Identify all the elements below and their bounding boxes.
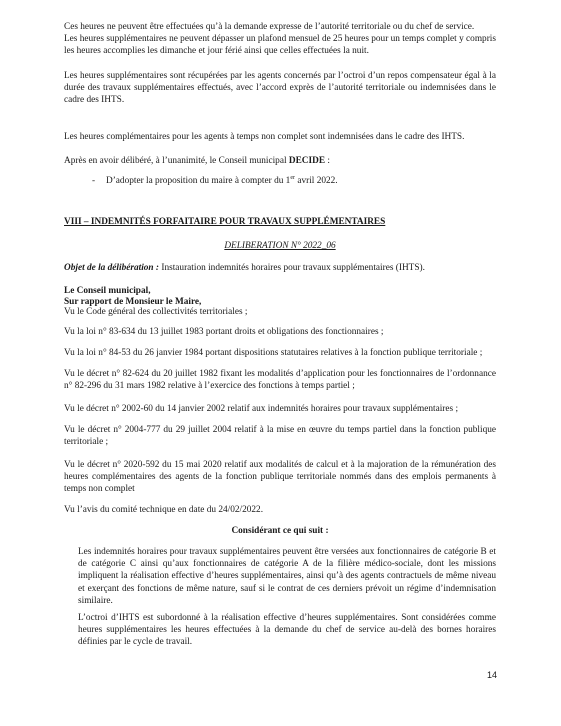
paragraph-demande-expresse: Ces heures ne peuvent être effectuées qu’à la demande expresse de l’autorité territoriale ou du chef de service. — [64, 22, 475, 32]
bullet-dash: - — [92, 176, 96, 186]
bullet-sup: er — [290, 174, 296, 181]
conseil-municipal: Le Conseil municipal, — [64, 286, 151, 296]
decide-suffix: : — [325, 156, 330, 166]
vu-decret-82-624: Vu le décret n° 82-624 du 20 juillet 1982 fixant les modalités d’application pour les fonctionnaires de l’ordonnance n° 82-296 du 31 mars 1982 relative à l’exercice des fonctions à temps partiel ; — [64, 369, 496, 392]
section-heading: VIII – INDEMNITÉS FORFAITAIRE POUR TRAVAUX SUPPLÉMENTAIRES — [64, 217, 386, 227]
objet-text: Instauration indemnités horaires pour travaux supplémentaires (IHTS). — [159, 263, 425, 273]
decide-prefix: Après en avoir délibéré, à l’unanimité, le Conseil municipal — [64, 156, 289, 166]
considerant-paragraph-2: L’octroi d’IHTS est subordonné à la réalisation effective d’heures supplémentaires. Sont considérées comme heures supplémentaires les heures effectuées à la demande du chef de service au-delà des bornes horaires définies par le cycle de travail. — [78, 613, 496, 648]
bullet-item-adopter — [106, 175, 486, 187]
paragraph-recuperation: Les heures supplémentaires sont récupérées par les agents concernés par l’octroi d’un repos compensateur égal à la durée des travaux supplémentaires effectués, avec l’accord exprès de l’autorité territoriale ou indemnisées dans le cadre des IHTS. — [64, 71, 496, 106]
vu-decret-2020-592: Vu le décret n° 2020-592 du 15 mai 2020 relatif aux modalités de calcul et à la majoration de la rémunération des heures complémentaires des agents de la fonction publique territoriale nommés dans des emplois permanents à temps non complet — [64, 460, 496, 495]
decide-keyword: DECIDE — [288, 156, 326, 166]
sur-rapport: Sur rapport de Monsieur le Maire, — [64, 297, 202, 307]
considerant-paragraph-1: Les indemnités horaires pour travaux supplémentaires peuvent être versées aux fonctionnaires de catégorie B et de catégorie C ainsi qu’aux fonctionnaires de catégorie A de la filière médico-sociale, dont les missions impliquent la réalisation effective d’heures supplémentaires, ainsi qu’à des agents contractuels de même niveau et exerçant des fonctions de même nature, sauf si le contrat de ces derniers prévoit un régime d’indemnisation similaire. — [78, 547, 496, 606]
considerant-heading: Considérant ce qui suit : — [231, 526, 329, 536]
page-number: 14 — [487, 670, 498, 680]
paragraph-plafond-mensuel: Les heures supplémentaires ne peuvent dépasser un plafond mensuel de 25 heures pour un temps complet y compris les heures accomplies les dimanche et jour férié ainsi que celles effectuées la nuit. — [64, 34, 496, 57]
vu-decret-2002-60: Vu le décret n° 2002-60 du 14 janvier 2002 relatif aux indemnités horaires pour travaux supplémentaires ; — [64, 404, 459, 414]
objet-paragraph — [64, 262, 496, 274]
vu-loi-84-53: Vu la loi n° 84-53 du 26 janvier 1984 portant dispositions statutaires relatives à la fonction publique territoriale ; — [64, 348, 483, 358]
paragraph-decide — [64, 155, 496, 167]
bullet-text: D’adopter la proposition du maire à compter du 1 — [106, 176, 291, 186]
paragraph-heures-complementaires: Les heures complémentaires pour les agents à temps non complet sont indemnisées dans le cadre des IHTS. — [64, 132, 465, 142]
vu-loi-83-634: Vu la loi n° 83-634 du 13 juillet 1983 portant droits et obligations des fonctionnaires ; — [64, 327, 384, 337]
vu-decret-2004-777: Vu le décret n° 2004-777 du 29 juillet 2004 relatif à la mise en œuvre du temps partiel dans la fonction publique territoriale ; — [64, 425, 496, 448]
bullet-end: avril 2022. — [295, 176, 338, 186]
deliberation-number: DELIBERATION N° 2022_06 — [224, 241, 336, 251]
deliberation-title — [64, 240, 496, 252]
vu-avis-comite: Vu l’avis du comité technique en date du 24/02/2022. — [64, 505, 264, 515]
objet-label: Objet de la délibération : — [64, 263, 160, 273]
vu-code: Vu le Code général des collectivités territoriales ; — [64, 307, 248, 317]
